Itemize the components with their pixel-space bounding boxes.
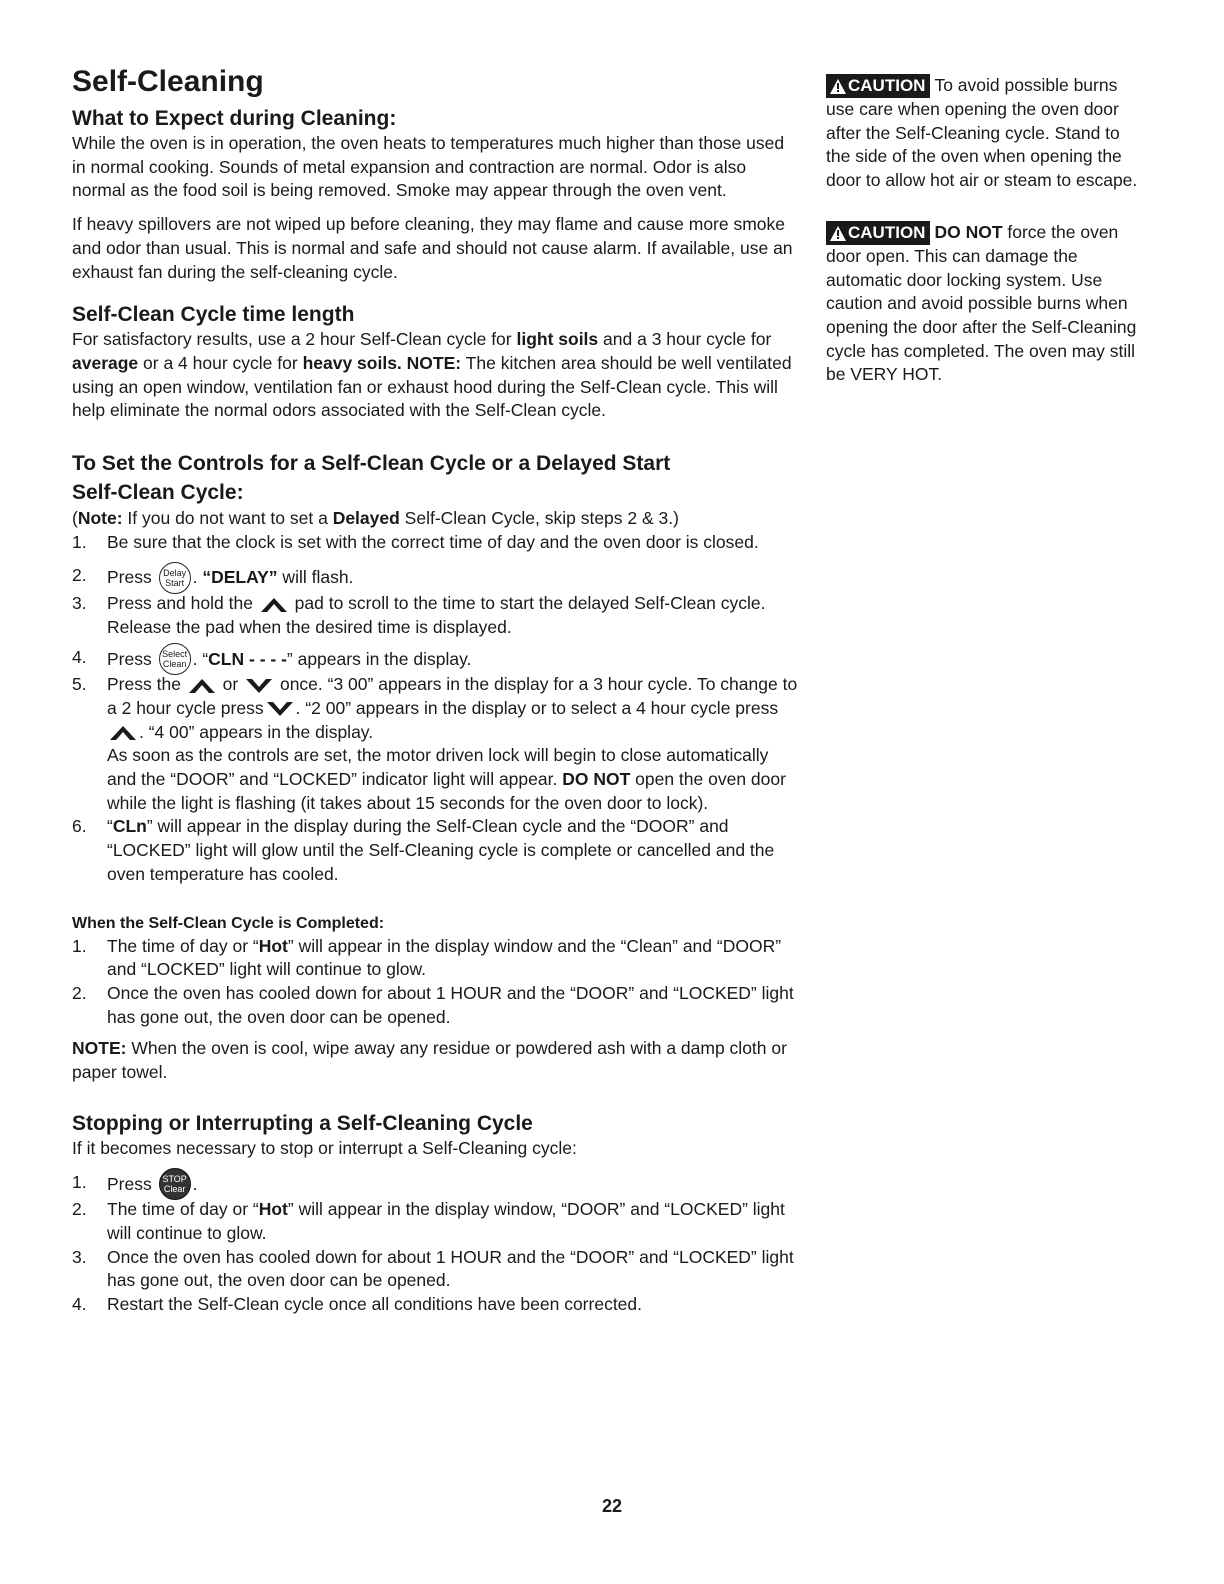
caution-block-2: CAUTION DO NOT force the oven door open. This can damage the automatic door locking system. Use caution and avoid possible burns when opening the door after the Self-Cleaning cycle has completed. The oven may still be VERY HOT. — [826, 221, 1137, 385]
completed-note: NOTE: When the oven is cool, wipe away any residue or powdered ash with a damp cloth or paper towel. — [72, 1038, 787, 1083]
expect-heading: What to Expect during Cleaning: — [72, 107, 397, 130]
page-number: 22 — [601, 1496, 623, 1516]
caution-block-1: CAUTION To avoid possible burns use care when opening the oven door after the Self-Cleaning cycle. Stand to the side of the oven when opening the door to allow hot air or steam to escape. — [826, 75, 1138, 191]
list-item: 2. Once the oven has cooled down for about 1 HOUR and the “DOOR” and “LOCKED” light has gone out, the oven door can be opened. — [72, 982, 794, 1027]
down-arrow-icon — [267, 702, 293, 716]
completed-steps — [72, 935, 800, 1030]
up-arrow-icon — [261, 598, 287, 612]
completed-heading: When the Self-Clean Cycle is Completed: — [72, 914, 385, 932]
delay-start-pad-icon: Delay Start — [159, 562, 191, 594]
caution-badge: CAUTION — [826, 74, 930, 98]
list-item: 3. Press and hold the pad to scroll to the time to start the delayed Self-Clean cycle. Release the pad when the desired time is displayed. — [72, 593, 766, 637]
up-arrow-icon — [110, 726, 136, 740]
stopping-intro: If it becomes necessary to stop or interrupt a Self-Cleaning cycle: — [72, 1137, 577, 1158]
list-item: 6. “CLn” will appear in the display during the Self-Clean cycle and the “DOOR” and “LOCKED” light will glow until the Self-Cleaning cycle is complete or cancelled and the oven temperature has cooled. — [72, 816, 775, 884]
set-controls-heading: To Set the Controls for a Self-Clean Cycle or a Delayed Start Self-Clean Cycle: — [72, 452, 671, 505]
select-clean-pad-icon: Select Clean — [159, 643, 191, 675]
set-controls-note: (Note: If you do not want to set a Delayed Self-Clean Cycle, skip steps 2 & 3.) — [72, 508, 679, 529]
up-arrow-icon — [189, 679, 215, 693]
expect-paragraph-1: While the oven is in operation, the oven heats to temperatures much higher than those used in normal cooking. Sounds of metal expansion and contraction are normal. Odor is also normal as the food soil is being removed. Smoke may appear through the oven vent. — [72, 133, 785, 201]
set-controls-steps — [72, 531, 800, 887]
expect-paragraph-2: If heavy spillovers are not wiped up before cleaning, they may flame and cause more smoke and odor than usual. This is normal and safe and should not cause alarm. If available, use an exhaust fan during the self-cleaning cycle. — [72, 214, 793, 282]
stopping-steps — [72, 1171, 800, 1317]
list-item: 3. Once the oven has cooled down for about 1 HOUR and the “DOOR” and “LOCKED” light has gone out, the oven door can be opened. — [72, 1246, 794, 1291]
stopping-heading: Stopping or Interrupting a Self-Cleaning Cycle — [72, 1111, 533, 1135]
list-item: 4. Restart the Self-Clean cycle once all conditions have been corrected. — [72, 1294, 643, 1315]
list-item: 1. Be sure that the clock is set with the correct time of day and the oven door is closed. — [72, 531, 759, 552]
list-item: 4. Press Select Clean . “CLN - - - -” appears in the display. — [72, 646, 800, 674]
main-column — [72, 64, 800, 1317]
page-title: Self-Cleaning — [72, 65, 264, 98]
down-arrow-icon — [246, 679, 272, 693]
warning-triangle-icon — [830, 226, 846, 241]
list-item: 1. The time of day or “Hot” will appear in the display window and the “Clean” and “DOOR” and “LOCKED” light will continue to glow. — [72, 935, 782, 980]
list-item: 2. The time of day or “Hot” will appear in the display window, “DOOR” and “LOCKED” light will continue to glow. — [72, 1199, 785, 1243]
list-item: 1. Press STOP Clear . — [72, 1171, 800, 1199]
cycle-length-paragraph: For satisfactory results, use a 2 hour Self-Clean cycle for light soils and a 3 hour cycle for average or a 4 hour cycle for heavy soils. NOTE: The kitchen area should be well ventilated using an open window, ventilation fan or exhaust hood during the Self-Clean cycle. This will help eliminate the normal odors associated with the Self-Clean cycle. — [72, 329, 792, 421]
caution-badge: CAUTION — [826, 221, 930, 245]
list-item: 2. Press Delay Start . “DELAY” will flash. — [72, 564, 800, 592]
cycle-length-heading: Self-Clean Cycle time length — [72, 303, 355, 327]
stop-clear-pad-icon: STOP Clear — [159, 1168, 191, 1200]
sidebar-column — [826, 74, 1146, 387]
list-item: 5. Press the or once. “3 00” appears in the display for a 3 hour cycle. To change to a 2 hour cycle press . “2 00” appears in the display or to select a 4 hour cycle press . “4 00” appears in the display. As soon as the controls are set, the motor driven lock will begin to close automatically and the “DOOR” and “LOCKED” indicator light will appear. DO NOT open the oven door while the light is flashing (it takes about 15 seconds for the oven door to lock). — [72, 674, 798, 813]
warning-triangle-icon — [830, 79, 846, 94]
